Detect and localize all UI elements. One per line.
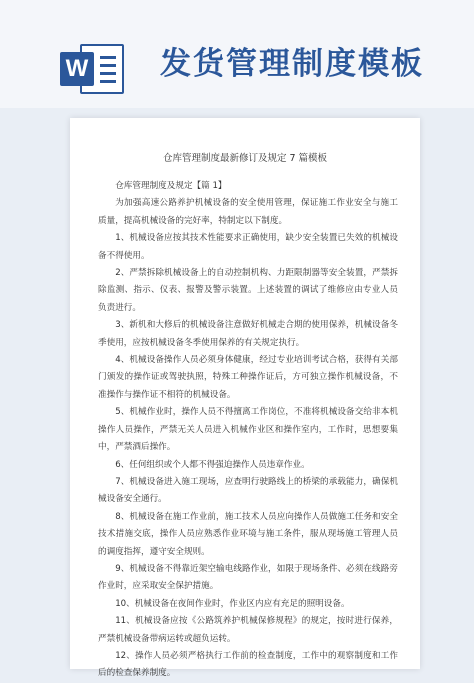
document-body xyxy=(98,178,398,683)
paragraph: 3、新机和大修后的机械设备注意做好机械走合期的使用保养，机械设备冬季使用，应按机械设备冬季使用保养的有关规定执行。 xyxy=(98,320,398,348)
paragraph: 10、机械设备在夜间作业时，作业区内应有充足的照明设备。 xyxy=(115,598,350,609)
document-page xyxy=(70,118,420,679)
paragraph: 11、机械设备应按《公路筑养护机械保修规程》的规定，按时进行保养，严禁机械设备带病运转或超负运转。 xyxy=(98,616,398,644)
paragraph: 2、严禁拆除机械设备上的自动控制机构、力距限制器等安全装置，严禁拆除监测、指示、仪表、报警及警示装置。上述装置的调试了维修应由专业人员负责进行。 xyxy=(98,268,398,313)
paragraph: 6、任何组织或个人都不得强迫操作人员违章作业。 xyxy=(115,459,310,470)
logo-line xyxy=(100,80,116,83)
logo-letter: W xyxy=(60,52,94,86)
section-heading: 仓库管理制度及规定【篇 1】 xyxy=(115,181,227,191)
banner-title: 发货管理制度模板 xyxy=(160,46,424,82)
logo-line xyxy=(100,56,116,59)
paragraph: 9、机械设备不得靠近架空输电线路作业，如限于现场条件、必须在线路旁作业时，应采取安全保护措施。 xyxy=(98,563,398,592)
logo-line xyxy=(100,72,116,75)
paragraph: 12、操作人员必须严格执行工作前的检查制度，工作中的观察制度和工作后的检查保养制度。 xyxy=(98,650,398,679)
paragraph: 1、机械设备应按其技术性能要求正确使用，缺少安全装置已失效的机械设备不得使用。 xyxy=(98,233,398,261)
paragraph: 8、机械设备在施工作业前，施工技术人员应向操作人员做施工任务和安全技术措施交底，操作人员应熟悉作业环境与施工条件，服从现场施工管理人员的调度指挥，遵守安全规则。 xyxy=(98,511,398,557)
word-document-icon xyxy=(60,40,126,98)
paragraph: 7、机械设备进入施工现场，应查明行驶路线上的桥梁的承载能力，确保机械设备安全通行。 xyxy=(98,476,398,505)
paragraph: 为加强高速公路养护机械设备的安全使用管理，保证施工作业安全与施工质量，提高机械设备的完好率，特制定以下制度。 xyxy=(98,198,398,226)
paragraph: 5、机械作业时，操作人员不得擅离工作岗位，不准将机械设备交给非本机操作人员操作，严禁无关人员进入机械作业区和操作室内，工作时，思想要集中，严禁酒后操作。 xyxy=(98,407,398,453)
paragraph: 4、机械设备操作人员必须身体健康，经过专业培训考试合格，获得有关部门颁发的操作证或驾驶执照，特殊工种操作证后，方可独立操作机械设备，不准操作与操作证不相符的机械设备。 xyxy=(98,355,398,400)
document-title: 仓库管理制度最新修订及规定 7 篇模板 xyxy=(162,153,328,164)
header-banner xyxy=(0,0,474,108)
logo-line xyxy=(100,64,116,67)
